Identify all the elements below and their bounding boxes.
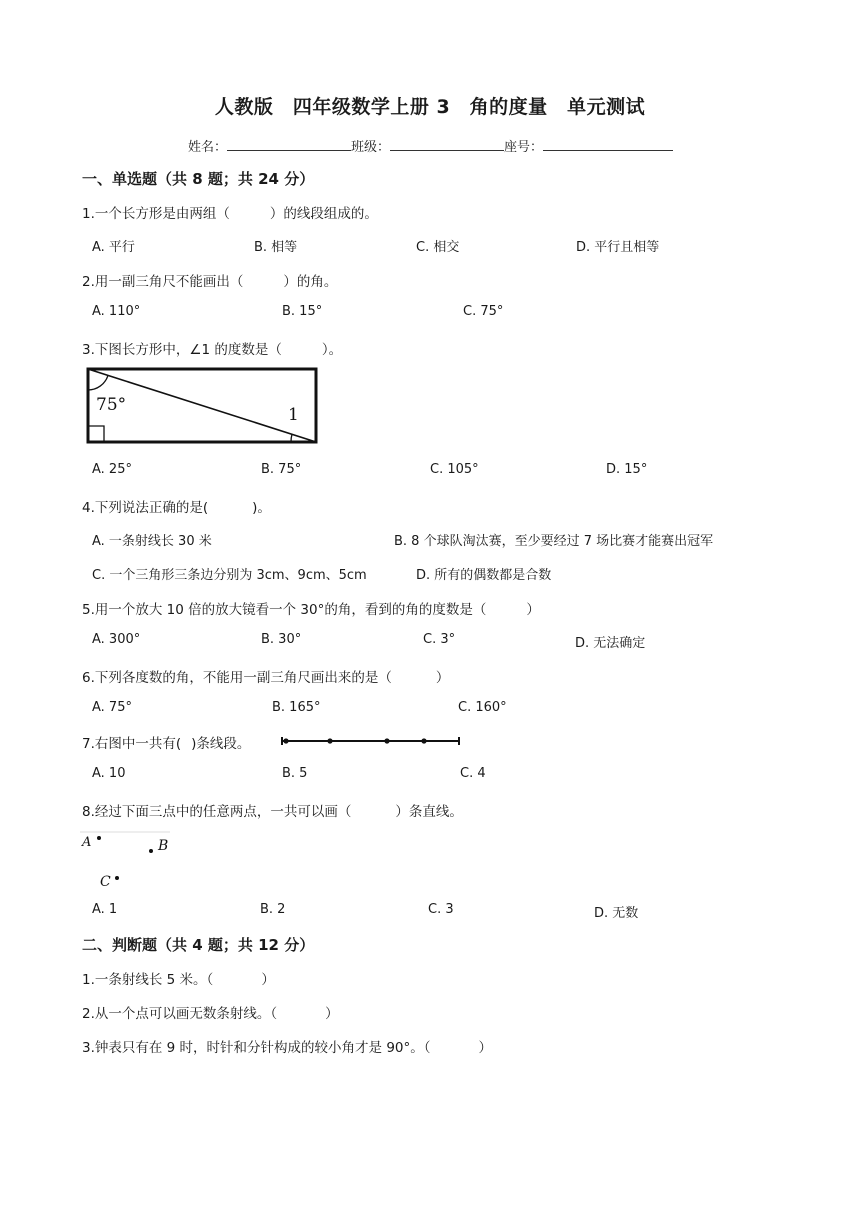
option-d[interactable]: D. 无数 xyxy=(594,906,639,921)
question-stem: 6.下列各度数的角，不能用一副三角尺画出来的是（ ） xyxy=(82,670,450,686)
question-stem: 1.一个长方形是由两组（ ）的线段组成的。 xyxy=(82,206,378,222)
point-b xyxy=(149,849,153,853)
option-a[interactable]: A. 平行 xyxy=(92,240,135,255)
option-c[interactable]: C. 3° xyxy=(423,632,456,647)
segment-point xyxy=(384,738,389,743)
seat-blank[interactable] xyxy=(543,137,673,151)
rectangle-figure xyxy=(82,364,322,448)
option-b[interactable]: B. 75° xyxy=(261,462,302,477)
question-stem: 3.钟表只有在 9 时，时针和分针构成的较小角才是 90°。（ ） xyxy=(82,1040,493,1056)
option-b[interactable]: B. 30° xyxy=(261,632,302,647)
option-c[interactable]: C. 3 xyxy=(428,902,454,917)
option-a[interactable]: A. 10 xyxy=(92,766,126,781)
question-stem: 5.用一个放大 10 倍的放大镜看一个 30°的角，看到的角的度数是（ ） xyxy=(82,602,540,618)
right-angle-mark xyxy=(88,426,104,442)
angle-label-75: 75° xyxy=(96,395,127,415)
line-segment-figure xyxy=(278,734,464,748)
option-b[interactable]: B. 8 个球队淘汰赛，至少要经过 7 场比赛才能赛出冠军 xyxy=(394,534,714,549)
segment-point xyxy=(283,738,288,743)
point-label-a: A xyxy=(82,835,92,850)
option-a[interactable]: A. 25° xyxy=(92,462,132,477)
option-c[interactable]: C. 4 xyxy=(460,766,486,781)
question-stem: 2.从一个点可以画无数条射线。（ ） xyxy=(82,1006,339,1022)
question-stem: 1.一条射线长 5 米。（ ） xyxy=(82,972,275,988)
option-d[interactable]: D. 所有的偶数都是合数 xyxy=(416,568,552,583)
question-stem: 7.右图中一共有( )条线段。 xyxy=(82,736,251,752)
seat-label: 座号： xyxy=(504,140,544,155)
angle-label-1: 1 xyxy=(288,405,299,425)
option-d[interactable]: D. 平行且相等 xyxy=(576,240,660,255)
option-b[interactable]: B. 相等 xyxy=(254,240,298,255)
option-c[interactable]: C. 一个三角形三条边分别为 3cm、9cm、5cm xyxy=(92,568,367,583)
point-label-c: C xyxy=(100,874,111,890)
option-c[interactable]: C. 相交 xyxy=(416,240,460,255)
option-a[interactable]: A. 75° xyxy=(92,700,132,715)
segment-point xyxy=(421,738,426,743)
angle-arc-75 xyxy=(88,375,108,390)
option-d[interactable]: D. 15° xyxy=(606,462,648,477)
segment-point xyxy=(327,738,332,743)
point-c xyxy=(115,876,119,880)
option-a[interactable]: A. 300° xyxy=(92,632,141,647)
option-c[interactable]: C. 75° xyxy=(463,304,504,319)
option-b[interactable]: B. 15° xyxy=(282,304,323,319)
three-points-figure xyxy=(80,830,176,892)
option-d[interactable]: D. 无法确定 xyxy=(575,636,646,651)
option-b[interactable]: B. 5 xyxy=(282,766,308,781)
student-info-row xyxy=(188,136,673,155)
section-heading-single-choice: 一、单选题（共 8 题；共 24 分） xyxy=(82,170,315,188)
option-b[interactable]: B. 2 xyxy=(260,902,286,917)
point-a xyxy=(97,836,101,840)
question-stem: 8.经过下面三点中的任意两点，一共可以画（ ）条直线。 xyxy=(82,804,463,820)
name-blank[interactable] xyxy=(227,137,351,151)
section-heading-true-false: 二、判断题（共 4 题；共 12 分） xyxy=(82,936,315,954)
option-a[interactable]: A. 110° xyxy=(92,304,141,319)
question-stem: 4.下列说法正确的是( )。 xyxy=(82,500,271,516)
name-label: 姓名： xyxy=(188,140,228,155)
option-a[interactable]: A. 1 xyxy=(92,902,118,917)
option-c[interactable]: C. 160° xyxy=(458,700,507,715)
class-label: 班级： xyxy=(351,140,391,155)
class-blank[interactable] xyxy=(390,137,504,151)
option-a[interactable]: A. 一条射线长 30 米 xyxy=(92,534,212,549)
question-stem: 3.下图长方形中，∠1 的度数是（ ）。 xyxy=(82,342,343,358)
question-stem: 2.用一副三角尺不能画出（ ）的角。 xyxy=(82,274,338,290)
option-b[interactable]: B. 165° xyxy=(272,700,321,715)
point-label-b: B xyxy=(158,838,169,854)
page-title: 人教版 四年级数学上册 3 角的度量 单元测试 xyxy=(214,96,646,118)
option-c[interactable]: C. 105° xyxy=(430,462,479,477)
